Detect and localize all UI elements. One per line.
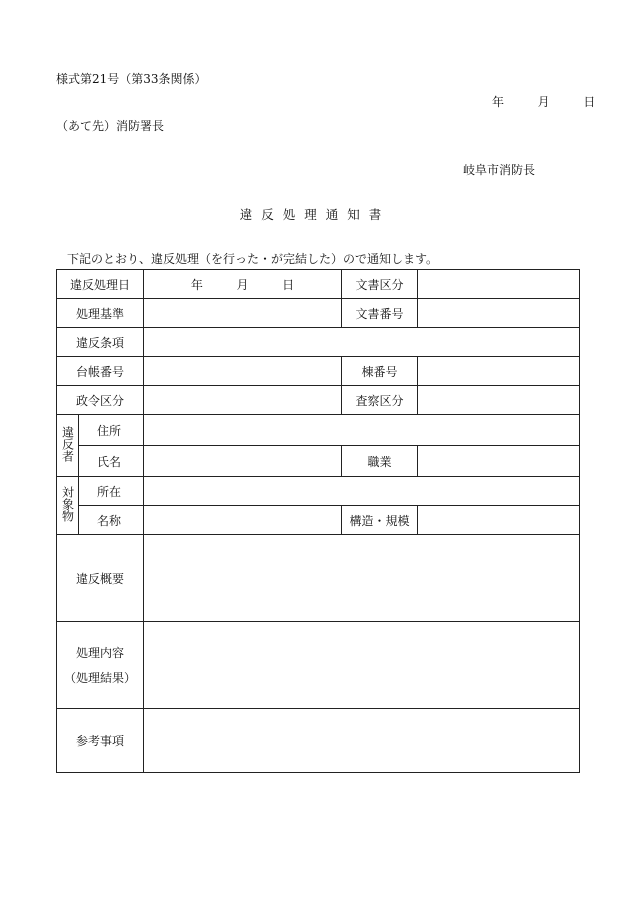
form-number: 様式第21号（第33条関係） <box>56 72 207 86</box>
violation-summary-label: 違反概要 <box>57 535 144 622</box>
processing-content-field[interactable] <box>144 622 580 709</box>
violation-summary-field[interactable] <box>144 535 580 622</box>
reference-label: 参考事項 <box>57 709 144 773</box>
ordinance-category-label: 政令区分 <box>57 386 144 415</box>
inspection-category-label: 査察区分 <box>342 386 418 415</box>
occupation-field[interactable] <box>418 446 580 477</box>
structure-scale-field[interactable] <box>418 506 580 535</box>
inspection-category-field[interactable] <box>418 386 580 415</box>
processing-standard-field[interactable] <box>144 299 342 328</box>
violation-clause-field[interactable] <box>144 328 580 357</box>
document-title: 違反処理通知書 <box>239 207 391 222</box>
ledger-number-label: 台帳番号 <box>57 357 144 386</box>
processing-content-label <box>57 622 144 709</box>
location-label: 所在 <box>79 477 144 506</box>
title-field[interactable] <box>144 506 342 535</box>
name-label: 氏名 <box>79 446 144 477</box>
doc-category-field[interactable] <box>418 270 580 299</box>
table-row <box>57 709 580 773</box>
table-row <box>57 622 580 709</box>
violation-clause-label: 違反条項 <box>57 328 144 357</box>
violation-date-field[interactable] <box>144 270 342 299</box>
reference-field[interactable] <box>144 709 580 773</box>
table-row <box>57 446 580 477</box>
processing-content-text: 処理内容 <box>76 646 125 660</box>
table-row <box>57 506 580 535</box>
processing-result-text: （処理結果） <box>64 671 137 685</box>
table-row <box>57 477 580 506</box>
notice-form-table <box>56 269 580 773</box>
doc-number-label: 文書番号 <box>342 299 418 328</box>
violation-date-day: 日 <box>282 277 295 292</box>
name-field[interactable] <box>144 446 342 477</box>
violator-group-label: 違反者 <box>57 415 79 477</box>
occupation-label: 職業 <box>342 446 418 477</box>
table-row <box>57 299 580 328</box>
addressee: （あて先）消防署長 <box>56 119 165 133</box>
ledger-number-field[interactable] <box>144 357 342 386</box>
doc-category-label: 文書区分 <box>342 270 418 299</box>
address-label: 住所 <box>79 415 144 446</box>
intro-text: 下記のとおり、違反処理（を行った・が完結した）ので通知します。 <box>67 252 439 266</box>
title-label: 名称 <box>79 506 144 535</box>
table-row <box>57 415 580 446</box>
ordinance-category-field[interactable] <box>144 386 342 415</box>
date-year: 年 <box>492 95 505 109</box>
table-row <box>57 386 580 415</box>
address-field[interactable] <box>144 415 580 446</box>
processing-standard-label: 処理基準 <box>57 299 144 328</box>
table-row <box>57 328 580 357</box>
building-number-field[interactable] <box>418 357 580 386</box>
date-line <box>492 93 595 110</box>
doc-number-field[interactable] <box>418 299 580 328</box>
target-group-label: 対象物 <box>57 477 79 535</box>
structure-scale-label: 構造・規模 <box>342 506 418 535</box>
issuer: 岐阜市消防長 <box>463 163 536 177</box>
date-day: 日 <box>583 95 596 109</box>
table-row <box>57 270 580 299</box>
building-number-label: 棟番号 <box>342 357 418 386</box>
violation-date-month: 月 <box>236 277 249 292</box>
violation-date-year: 年 <box>190 277 203 292</box>
violation-date-label: 違反処理日 <box>57 270 144 299</box>
table-row <box>57 535 580 622</box>
table-row <box>57 357 580 386</box>
location-field[interactable] <box>144 477 580 506</box>
date-month: 月 <box>537 95 550 109</box>
